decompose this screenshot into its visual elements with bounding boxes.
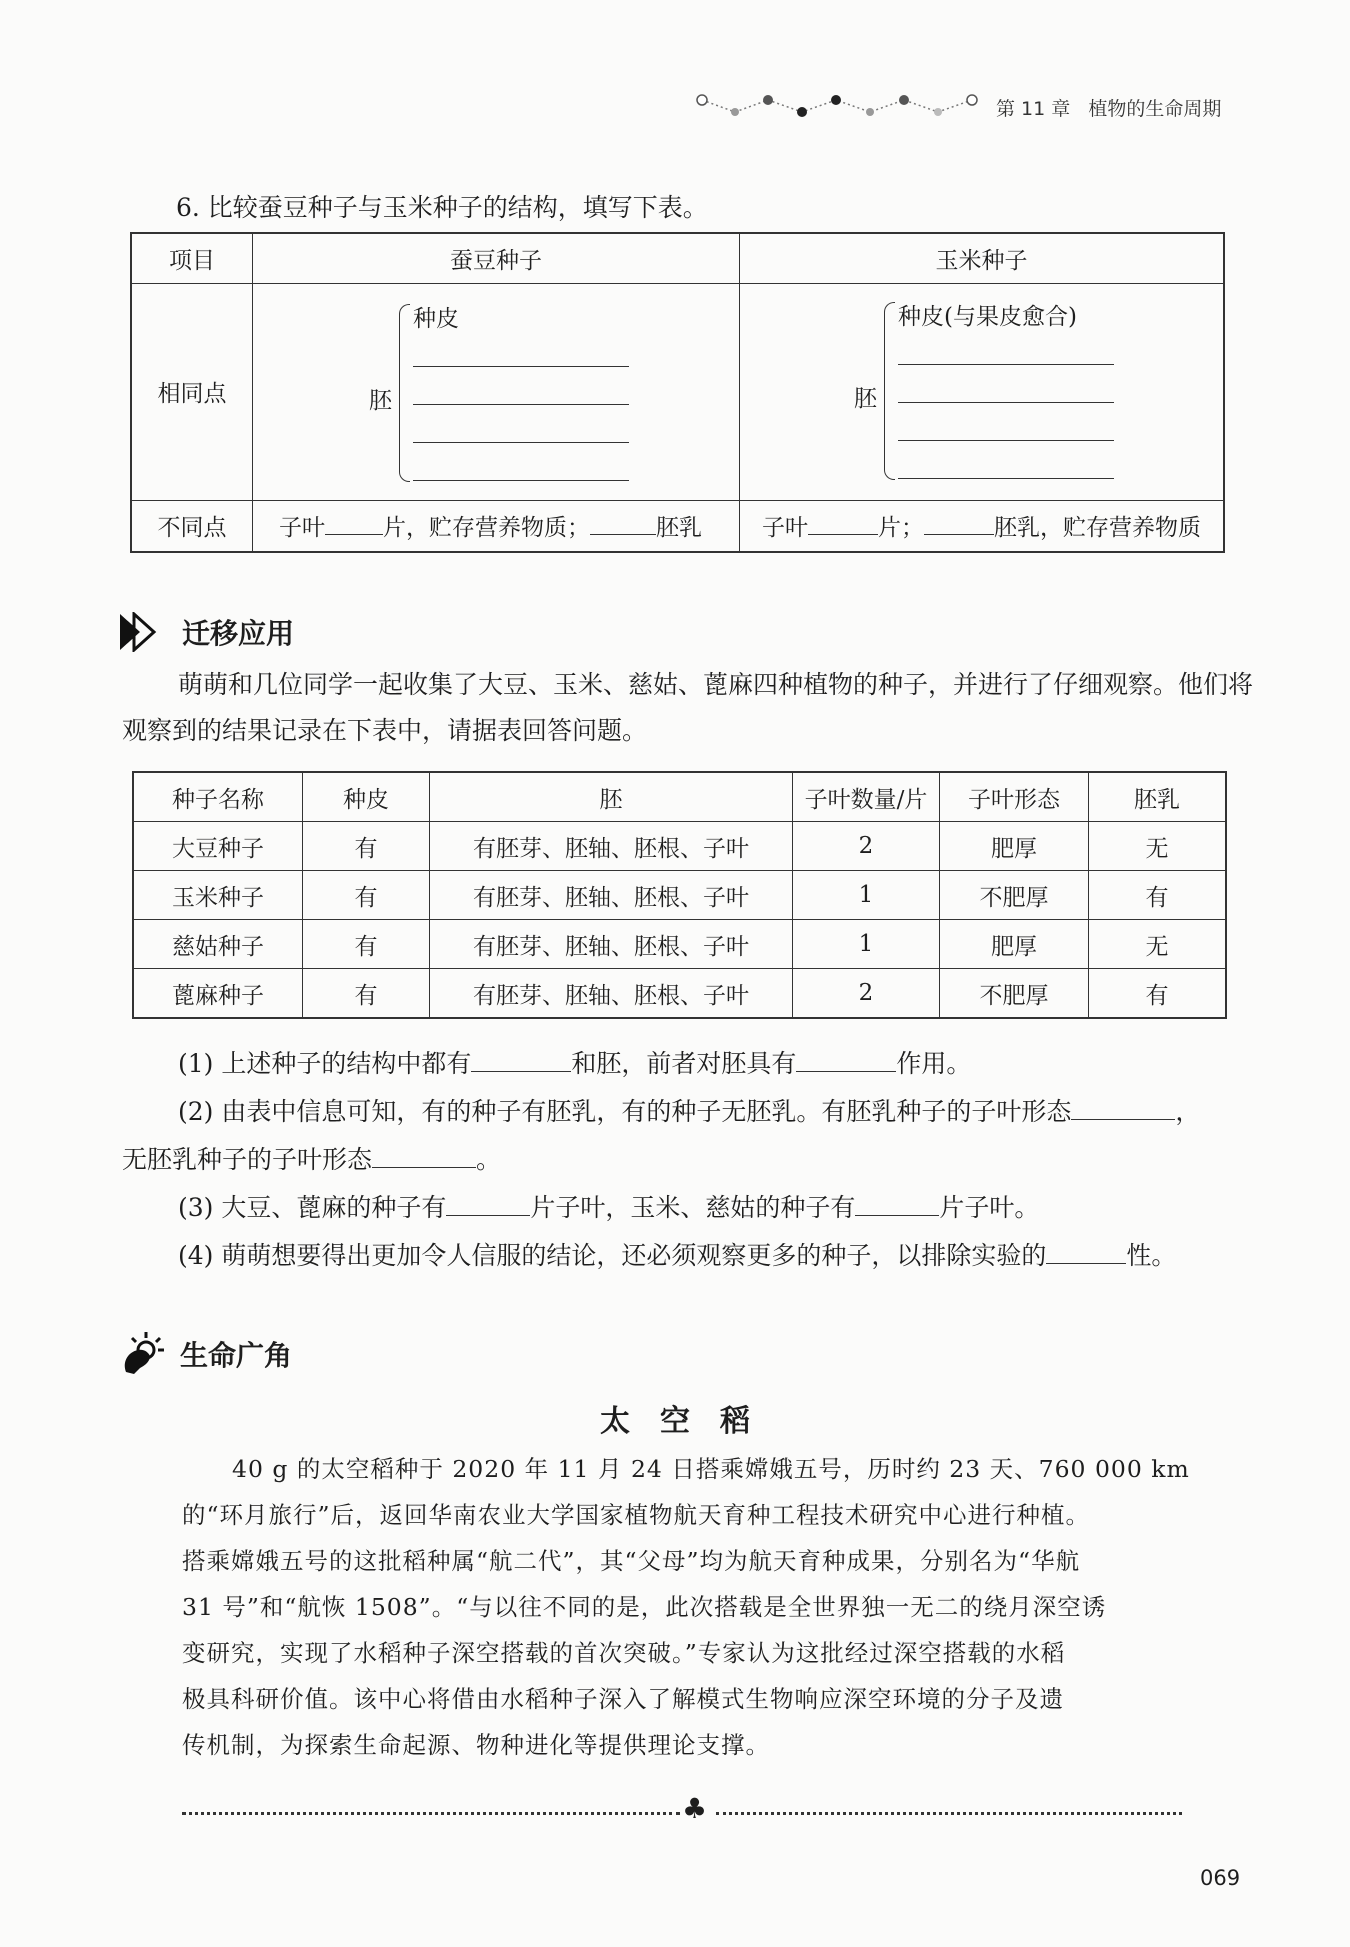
story-title: 太 空 稻 — [600, 1404, 750, 1439]
chapter-number: 第 11 章 — [996, 98, 1071, 120]
bean-blank-2[interactable] — [413, 404, 629, 405]
corn-diff-part1: 子叶 — [762, 515, 808, 542]
question-1 — [178, 1044, 971, 1080]
table1-header-item: 项目 — [131, 233, 253, 283]
t2-header: 子叶形态 — [940, 772, 1089, 822]
club-icon: ♣ — [682, 1792, 708, 1825]
q2-blank-2[interactable] — [372, 1145, 476, 1168]
corn-diff-part2: 片； — [878, 515, 924, 542]
q3-part3: 片子叶。 — [939, 1193, 1040, 1222]
corn-seed-coat: 种皮(与果皮愈合) — [898, 303, 1077, 330]
table1-same-label: 相同点 — [131, 283, 253, 500]
table-row — [133, 920, 1226, 969]
corn-embryo-label: 胚 — [854, 385, 877, 412]
table-cell: 有 — [1089, 969, 1227, 1019]
corn-blank-4[interactable] — [898, 478, 1114, 479]
double-arrow-icon — [118, 612, 166, 652]
table-cell: 无 — [1089, 822, 1227, 871]
question-2 — [178, 1092, 1200, 1128]
table1-header-bean: 蚕豆种子 — [253, 233, 740, 283]
q1-blank-2[interactable] — [796, 1049, 896, 1072]
table1-bean-diff — [253, 500, 740, 552]
bean-embryo-label: 胚 — [369, 387, 392, 414]
corn-cotyledon-blank[interactable] — [808, 512, 878, 535]
table-cell: 有胚芽、胚轴、胚根、子叶 — [430, 822, 793, 871]
t2-header: 种子名称 — [133, 772, 303, 822]
bean-cotyledon-blank[interactable] — [325, 512, 383, 535]
bean-diff-part2: 片，贮存营养物质； — [383, 515, 590, 542]
bean-diff-part3: 胚乳 — [656, 515, 702, 542]
table-cell: 无 — [1089, 920, 1227, 969]
story-line: 变研究，实现了水稻种子深空搭载的首次突破。”专家认为这批经过深空搭载的水稻 — [182, 1639, 1066, 1667]
table-cell: 有胚芽、胚轴、胚根、子叶 — [430, 871, 793, 920]
table-cell: 不肥厚 — [940, 969, 1089, 1019]
bean-brace — [399, 304, 410, 482]
corn-endosperm-blank[interactable] — [924, 512, 994, 535]
footer-divider-right — [716, 1812, 1182, 1815]
q3-part1: (3) 大豆、蓖麻的种子有 — [178, 1193, 447, 1222]
t2-header: 胚乳 — [1089, 772, 1227, 822]
q2-part2: ， — [1175, 1097, 1201, 1126]
bean-blank-4[interactable] — [413, 480, 629, 481]
table-cell: 1 — [793, 920, 940, 969]
q2-blank-1[interactable] — [1071, 1097, 1175, 1120]
table1-corn-structure — [740, 283, 1225, 500]
story-line: 31 号”和“航恢 1508”。“与以往不同的是，此次搭载是全世界独一无二的绕月深空诱 — [182, 1593, 1107, 1621]
question-2-cont — [122, 1140, 501, 1176]
table-cell: 有 — [303, 822, 430, 871]
q1-part3: 作用。 — [896, 1049, 972, 1078]
q1-part1: (1) 上述种子的结构中都有 — [178, 1049, 472, 1078]
table-cell: 有 — [303, 920, 430, 969]
story-line: 40 g 的太空稻种于 2020 年 11 月 24 日搭乘嫦娥五号，历时约 23 天、760 000 km — [232, 1455, 1190, 1483]
bean-diff-part1: 子叶 — [279, 515, 325, 542]
t2-header: 种皮 — [303, 772, 430, 822]
table1-header-corn: 玉米种子 — [740, 233, 1225, 283]
table-row — [133, 969, 1226, 1019]
table-cell: 有 — [303, 969, 430, 1019]
corn-diff-part3: 胚乳，贮存营养物质 — [994, 515, 1201, 542]
q1-part2: 和胚，前者对胚具有 — [571, 1049, 797, 1078]
corn-brace — [884, 302, 895, 480]
question-4 — [178, 1236, 1176, 1272]
table1-diff-label: 不同点 — [131, 500, 253, 552]
footer-divider-left — [182, 1812, 680, 1815]
story-line: 的“环月旅行”后，返回华南农业大学国家植物航天育种工程技术研究中心进行种植。 — [182, 1501, 1091, 1529]
bean-seed-coat: 种皮 — [413, 305, 459, 332]
q3-blank-2[interactable] — [855, 1193, 939, 1216]
q3-blank-1[interactable] — [446, 1193, 530, 1216]
table-cell: 玉米种子 — [133, 871, 303, 920]
q2-part4: 。 — [476, 1145, 502, 1174]
story-line: 极具科研价值。该中心将借由水稻种子深入了解模式生物响应深空环境的分子及遗 — [182, 1685, 1064, 1713]
q3-part2: 片子叶，玉米、慈姑的种子有 — [530, 1193, 856, 1222]
corn-blank-1[interactable] — [898, 364, 1114, 365]
corn-blank-3[interactable] — [898, 440, 1114, 441]
chapter-title: 植物的生命周期 — [1088, 98, 1222, 120]
lightbulb-hand-icon — [120, 1328, 168, 1378]
q4-part2: 性。 — [1126, 1241, 1177, 1270]
section-title-transfer: 迁移应用 — [182, 617, 295, 650]
question-6: 6. 比较蚕豆种子与玉米种子的结构，填写下表。 — [176, 193, 708, 222]
table-cell: 有胚芽、胚轴、胚根、子叶 — [430, 920, 793, 969]
bean-blank-3[interactable] — [413, 442, 629, 443]
table1-corn-diff — [740, 500, 1225, 552]
table-cell: 慈姑种子 — [133, 920, 303, 969]
q4-blank[interactable] — [1046, 1241, 1126, 1264]
story-line: 传机制，为探索生命起源、物种进化等提供理论支撑。 — [182, 1731, 770, 1759]
table-cell: 不肥厚 — [940, 871, 1089, 920]
q4-part1: (4) 萌萌想要得出更加令人信服的结论，还必须观察更多的种子，以排除实验的 — [178, 1241, 1047, 1270]
story-line: 搭乘嫦娥五号的这批稻种属“航二代”，其“父母”均为航天育种成果，分别名为“华航 — [182, 1547, 1081, 1575]
page-number: 069 — [1200, 1866, 1241, 1890]
table-cell: 大豆种子 — [133, 822, 303, 871]
seed-observation-table — [132, 771, 1227, 1019]
table-cell: 蓖麻种子 — [133, 969, 303, 1019]
bean-endosperm-blank[interactable] — [590, 512, 656, 535]
t2-header: 子叶数量/片 — [793, 772, 940, 822]
bean-blank-1[interactable] — [413, 366, 629, 367]
table-cell: 2 — [793, 969, 940, 1019]
q2-part1: (2) 由表中信息可知，有的种子有胚乳，有的种子无胚乳。有胚乳种子的子叶形态 — [178, 1097, 1072, 1126]
q2-part3: 无胚乳种子的子叶形态 — [122, 1145, 373, 1174]
chapter-header — [996, 94, 1221, 121]
table-cell: 1 — [793, 871, 940, 920]
table1-bean-structure — [253, 283, 740, 500]
q1-blank-1[interactable] — [471, 1049, 571, 1072]
story-body — [182, 1446, 1222, 1768]
header-decoration — [690, 88, 990, 124]
table-cell: 有胚芽、胚轴、胚根、子叶 — [430, 969, 793, 1019]
seed-comparison-table — [130, 232, 1225, 553]
corn-blank-2[interactable] — [898, 402, 1114, 403]
section-title-life: 生命广角 — [180, 1339, 293, 1372]
table-row — [133, 871, 1226, 920]
question-3 — [178, 1188, 1039, 1224]
table-cell: 2 — [793, 822, 940, 871]
table-cell: 肥厚 — [940, 920, 1089, 969]
table-cell: 有 — [303, 871, 430, 920]
table-row — [133, 822, 1226, 871]
table-cell: 肥厚 — [940, 822, 1089, 871]
table-cell: 有 — [1089, 871, 1227, 920]
section1-intro: 萌萌和几位同学一起收集了大豆、玉米、慈姑、蓖麻四种植物的种子，并进行了仔细观察。他们将观察到的结果记录在下表中，请据表回答问题。 — [122, 670, 1254, 745]
t2-header: 胚 — [430, 772, 793, 822]
